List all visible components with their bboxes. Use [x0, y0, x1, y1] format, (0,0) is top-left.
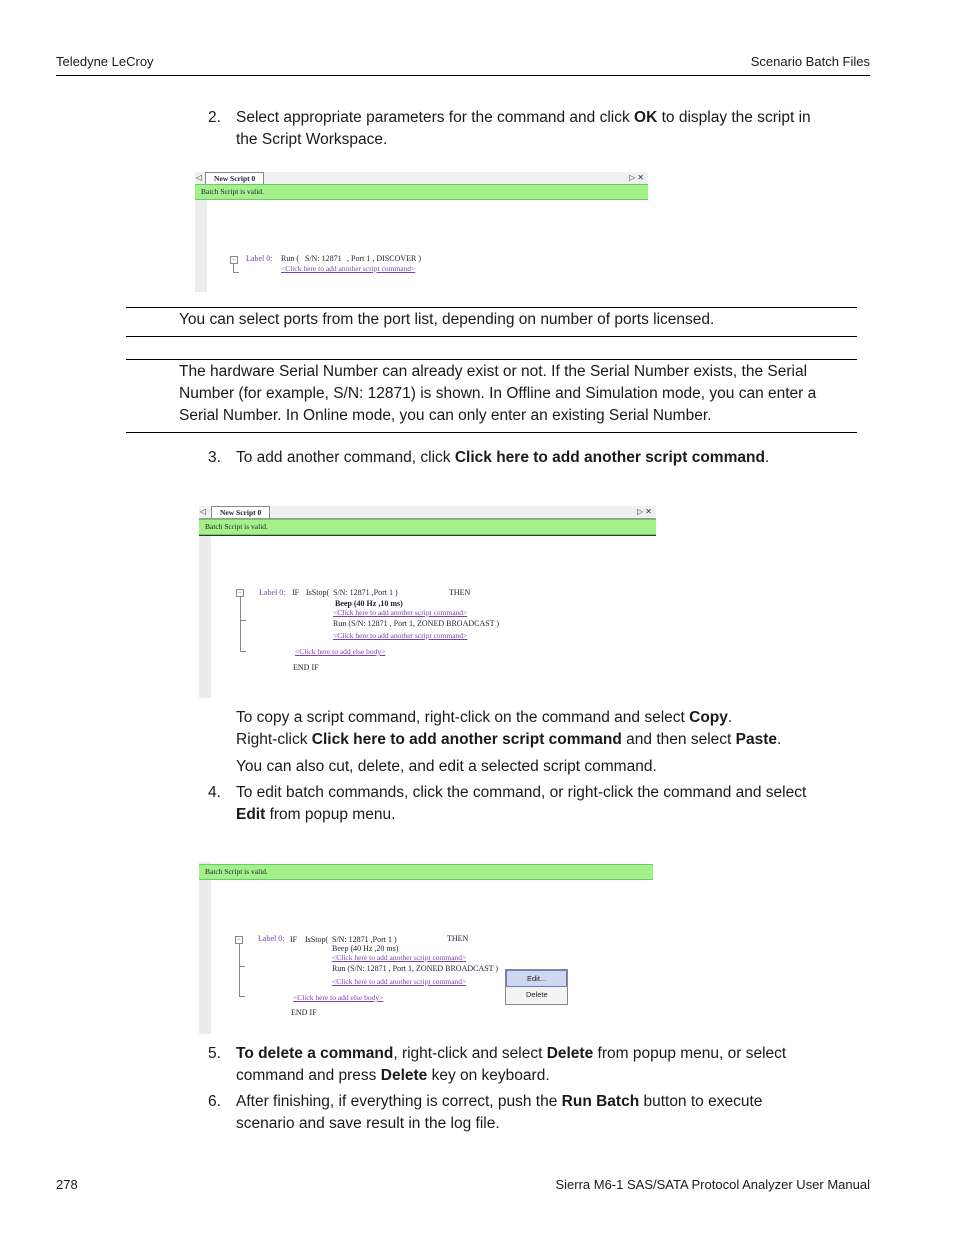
run-command[interactable]: Run ( [281, 254, 299, 263]
script-workspace-screenshot-2: ◁ New Script 0 ▷ ✕ Batch Script is valid. − Label 0: IF IsStop( S/N: 12871 ,Port 1 ) THEN Beep (40 Hz ,10 ms) <Click here to add another script command> Run (S/N: 12871 , Port 1, ZONED BROADCAST ) <Click here to add another script command> <Click here to add else body> END IF [199, 506, 656, 698]
script-tab[interactable]: New Script 0 [211, 506, 270, 518]
collapse-icon[interactable]: − [230, 256, 238, 264]
ok-term: OK [634, 109, 658, 126]
add-command-link[interactable]: <Click here to add another script command> [281, 264, 416, 273]
script-tab[interactable]: New Script 0 [205, 172, 264, 184]
step-number: 3. [208, 449, 221, 466]
page-number: 278 [56, 1177, 78, 1192]
add-command-term: Click here to add another script command [454, 449, 765, 466]
copy-instructions: To copy a script command, right-click on the command and select Copy. Right-click Click here to add another script command and then select Paste. [236, 709, 782, 748]
header-rule [56, 75, 870, 76]
step-number: 6. [208, 1093, 221, 1110]
note-ports: You can select ports from the port list, depending on number of ports licensed. [179, 311, 715, 328]
add-command-link[interactable]: <Click here to add another script command> [332, 977, 467, 986]
add-command-link[interactable]: <Click here to add another script command> [333, 608, 468, 617]
status-bar: Batch Script is valid. [199, 519, 656, 535]
context-menu-edit[interactable]: Edit... [506, 970, 567, 987]
note-serial-number: The hardware Serial Number can already exist or not. If the Serial Number exists, the Serial Number (for example, S/N: 12871) is shown. In Offline and Simulation mode, you can enter a Serial Number. In Online mode, you can only enter an existing Serial Number. [179, 363, 817, 424]
tab-controls[interactable]: ▷ ✕ [637, 507, 652, 516]
status-bar: Batch Script is valid. [195, 184, 648, 200]
step-number: 2. [208, 109, 221, 126]
step-number: 5. [208, 1045, 221, 1062]
label: Label 0: [246, 254, 273, 263]
status-bar: Batch Script is valid. [199, 864, 653, 880]
step-text: Select appropriate parameters for the command and click [236, 109, 635, 126]
context-menu-delete[interactable]: Delete [526, 990, 548, 999]
context-menu [505, 969, 568, 1005]
header-left: Teledyne LeCroy [56, 54, 154, 69]
script-workspace-screenshot-3: Batch Script is valid. − Label 0: IF IsStop( S/N: 12871 ,Port 1 ) THEN Beep (40 Hz ,20 ms) <Click here to add another script command> Run (S/N: 12871 , Port 1, ZONED BROADCAST ) <Click here to add another script command> <Click here to add else body> END IF Edit... Delete [199, 862, 653, 1034]
add-command-link[interactable]: <Click here to add another script command> [333, 631, 468, 640]
add-else-link[interactable]: <Click here to add else body> [293, 993, 384, 1002]
script-workspace-screenshot-1: ◁ New Script 0 ▷ ✕ Batch Script is valid. − Label 0: Run ( S/N: 12871 , Port 1 , DISCOVER ) <Click here to add another script command> [195, 172, 648, 292]
serial-number[interactable]: S/N: 12871 [305, 254, 342, 263]
add-command-link[interactable]: <Click here to add another script command> [332, 953, 467, 962]
header-right: Scenario Batch Files [750, 54, 870, 69]
step-text: to display the script in [657, 109, 811, 126]
port-params[interactable]: , Port 1 , DISCOVER ) [347, 254, 422, 263]
also-note: You can also cut, delete, and edit a selected script command. [236, 758, 657, 775]
step-text: the Script Workspace. [236, 131, 388, 148]
add-else-link[interactable]: <Click here to add else body> [295, 647, 386, 656]
collapse-icon[interactable]: − [236, 589, 244, 597]
step-number: 4. [208, 784, 221, 801]
tab-controls[interactable]: ▷ ✕ [629, 173, 644, 182]
manual-title: Sierra M6-1 SAS/SATA Protocol Analyzer User Manual [555, 1177, 870, 1192]
collapse-icon[interactable]: − [235, 936, 243, 944]
